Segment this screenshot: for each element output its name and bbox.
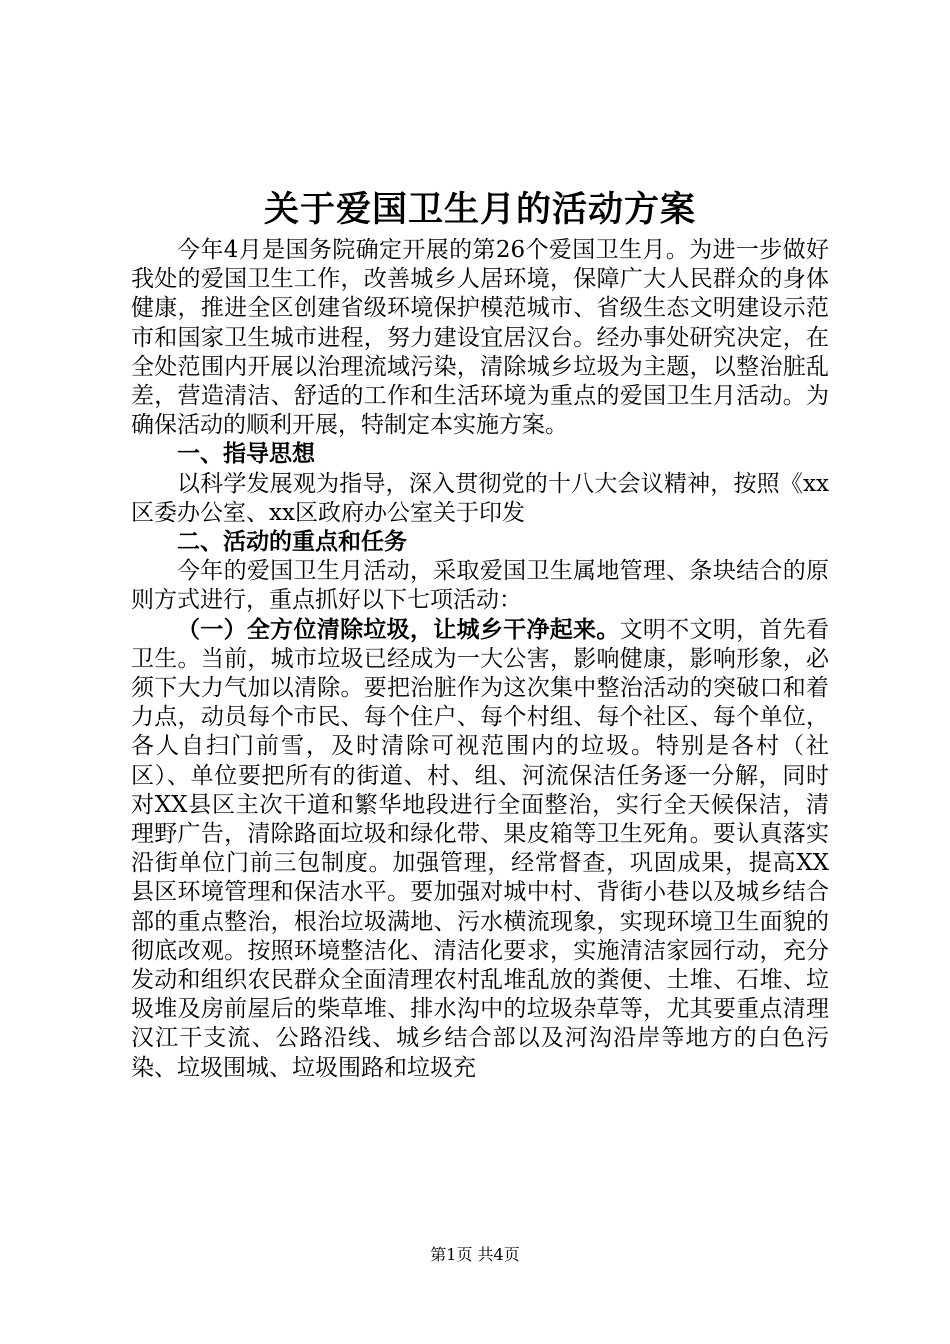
section-paragraph-focus-tasks: 今年的爱国卫生月活动，采取爱国卫生属地管理、条块结合的原则方式进行，重点抓好以下七项活动： [131,558,829,614]
item-lead-clear-garbage: （一）全方位清除垃圾，让城乡干净起来。 [177,616,620,643]
intro-paragraph: 今年4月是国务院确定开展的第26个爱国卫生月。为进一步做好我处的爱国卫生工作，改善城乡人居环境，保障广大人民群众的身体健康，推进全区创建省级环境保护模范城市、省级生态文明建设示范市和国家卫生城市进程，努力建设宜居汉台。经办事处研究决定，在全处范围内开展以治理流域污染，清除城乡垃圾为主题，以整治脏乱差，营造清洁、舒适的工作和生活环境为重点的爱国卫生月活动。为确保活动的顺利开展，特制定本实施方案。 [131,237,829,439]
page-footer: 第1页 共4页 [430,1245,520,1264]
item-paragraph-clear-garbage [131,616,829,1083]
section-heading-guiding-ideology: 一、指导思想 [177,441,315,468]
document-title: 关于爱国卫生月的活动方案 [263,190,696,230]
section-paragraph-guiding-ideology: 以科学发展观为指导，深入贯彻党的十八大会议精神，按照《xx区委办公室、xx区政府办公室关于印发 [131,470,829,526]
section-heading-focus-tasks: 二、活动的重点和任务 [177,529,407,556]
item-text-clear-garbage: 文明不文明，首先看卫生。当前，城市垃圾已经成为一大公害，影响健康，影响形象，必须下大力气加以清除。要把治脏作为这次集中整治活动的突破口和着力点，动员每个市民、每个住户、每个村组、每个社区、每个单位，各人自扫门前雪，及时清除可视范围内的垃圾。特别是各村（社区）、单位要把所有的街道、村、组、河流保洁任务逐一分解，同时对XX县区主次干道和繁华地段进行全面整治，实行全天候保洁，清理野广告，清除路面垃圾和绿化带、果皮箱等卫生死角。要认真落实沿街单位门前三包制度。加强管理，经常督查，巩固成果，提高XX县区环境管理和保洁水平。要加强对城中村、背街小巷以及城乡结合部的重点整治，根治垃圾满地、污水横流现象，实现环境卫生面貌的彻底改观。按照环境整洁化、清洁化要求，实施清洁家园行动，充分发动和组织农民群众全面清理农村乱堆乱放的粪便、土堆、石堆、垃圾堆及房前屋后的柴草堆、排水沟中的垃圾杂草等，尤其要重点清理汉江干支流、公路沿线、城乡结合部以及河沟沿岸等地方的白色污染、垃圾围城、垃圾围路和垃圾充 [131,616,830,1081]
document-body [131,236,829,1083]
